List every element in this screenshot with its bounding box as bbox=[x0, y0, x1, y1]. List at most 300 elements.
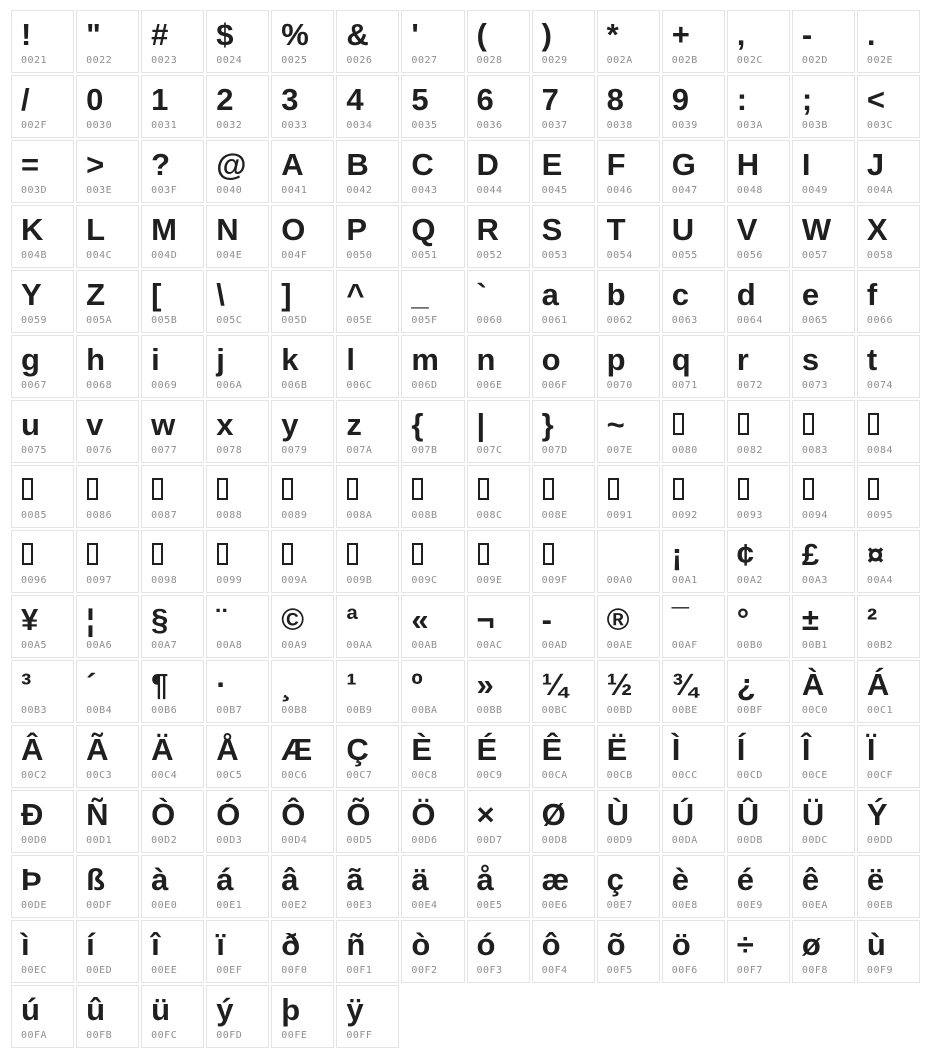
codepoint-label: 00CC bbox=[671, 770, 698, 781]
codepoint-label: 00EE bbox=[151, 965, 178, 976]
glyph-cell bbox=[271, 465, 334, 528]
codepoint-label: 00B7 bbox=[216, 705, 243, 716]
glyph-cell bbox=[662, 205, 725, 268]
codepoint-label: 0038 bbox=[606, 120, 633, 131]
glyph-cell bbox=[662, 335, 725, 398]
codepoint-label: 00C4 bbox=[151, 770, 178, 781]
glyph-cell bbox=[467, 335, 530, 398]
glyph-cell bbox=[597, 725, 660, 788]
glyph-cell bbox=[401, 270, 464, 333]
glyph-char: ; bbox=[801, 82, 813, 117]
glyph-char: 5 bbox=[411, 82, 429, 117]
glyph-cell bbox=[467, 855, 530, 918]
codepoint-label: 009B bbox=[346, 575, 373, 586]
glyph-table bbox=[11, 10, 920, 1048]
notdef-box-icon bbox=[412, 478, 423, 500]
codepoint-label: 00A2 bbox=[736, 575, 763, 586]
glyph-cell bbox=[206, 530, 269, 593]
notdef-glyph bbox=[272, 536, 333, 573]
codepoint-label: 00F4 bbox=[541, 965, 568, 976]
codepoint-label: 0088 bbox=[216, 510, 243, 521]
codepoint-label: 00C2 bbox=[21, 770, 48, 781]
glyph-cell bbox=[76, 530, 139, 593]
notdef-glyph bbox=[793, 471, 854, 508]
codepoint-label: 00F3 bbox=[476, 965, 503, 976]
glyph-char: D bbox=[476, 147, 499, 182]
codepoint-label: 0022 bbox=[86, 55, 113, 66]
glyph-char: º bbox=[411, 667, 423, 702]
codepoint-label: 0066 bbox=[866, 315, 894, 326]
codepoint-label: 00AD bbox=[541, 640, 568, 651]
glyph-char: å bbox=[476, 862, 494, 897]
codepoint-label: 00CF bbox=[866, 770, 894, 781]
notdef-glyph bbox=[402, 536, 463, 573]
glyph-char: 6 bbox=[476, 82, 494, 117]
glyph-char: Ã bbox=[86, 732, 109, 767]
codepoint-label: 00E3 bbox=[346, 900, 373, 911]
glyph-cell bbox=[11, 985, 74, 1048]
glyph-cell bbox=[76, 985, 139, 1048]
codepoint-label: 0054 bbox=[606, 250, 633, 261]
notdef-glyph bbox=[468, 471, 529, 508]
glyph-cell bbox=[467, 920, 530, 983]
glyph-char: s bbox=[801, 342, 820, 377]
codepoint-label: 002E bbox=[866, 55, 894, 66]
glyph-char: þ bbox=[281, 992, 301, 1027]
glyph-cell bbox=[597, 790, 660, 853]
glyph-cell bbox=[467, 10, 530, 73]
glyph-char: 3 bbox=[281, 82, 299, 117]
glyph-cell bbox=[271, 595, 334, 658]
codepoint-label: 0043 bbox=[411, 185, 438, 196]
glyph-char: R bbox=[476, 212, 499, 247]
glyph-cell bbox=[76, 595, 139, 658]
glyph-cell bbox=[792, 660, 855, 723]
glyph-char: ú bbox=[21, 992, 40, 1027]
codepoint-label: 004C bbox=[86, 250, 113, 261]
codepoint-label: 0049 bbox=[801, 185, 828, 196]
glyph-cell bbox=[792, 595, 855, 658]
glyph-cell bbox=[11, 270, 74, 333]
codepoint-label: 004E bbox=[216, 250, 243, 261]
glyph-char: : bbox=[736, 82, 748, 117]
notdef-glyph bbox=[533, 471, 594, 508]
glyph-cell bbox=[76, 75, 139, 138]
notdef-box-icon bbox=[738, 413, 749, 435]
glyph-char: ) bbox=[541, 17, 552, 52]
codepoint-label: 0053 bbox=[541, 250, 568, 261]
codepoint-label: 006B bbox=[281, 380, 308, 391]
glyph-char: l bbox=[346, 342, 355, 377]
glyph-char: Í bbox=[736, 732, 746, 767]
codepoint-label: 00F8 bbox=[801, 965, 828, 976]
codepoint-label: 00DC bbox=[801, 835, 828, 846]
notdef-glyph bbox=[272, 471, 333, 508]
glyph-char: w bbox=[151, 407, 176, 442]
glyph-char: ¦ bbox=[86, 602, 95, 637]
glyph-cell bbox=[662, 270, 725, 333]
glyph-cell bbox=[532, 75, 595, 138]
glyph-cell bbox=[141, 335, 204, 398]
glyph-cell bbox=[11, 335, 74, 398]
glyph-char: % bbox=[281, 17, 309, 52]
codepoint-label: 00A8 bbox=[216, 640, 243, 651]
glyph-char: à bbox=[151, 862, 169, 897]
glyph-char: < bbox=[866, 82, 886, 117]
glyph-cell bbox=[141, 660, 204, 723]
codepoint-label: 004D bbox=[151, 250, 178, 261]
codepoint-label: 0080 bbox=[671, 445, 698, 456]
glyph-char: ý bbox=[216, 992, 234, 1027]
glyph-cell bbox=[467, 790, 530, 853]
codepoint-label: 00BF bbox=[736, 705, 763, 716]
glyph-cell bbox=[271, 985, 334, 1048]
glyph-char: P bbox=[346, 212, 368, 247]
glyph-cell bbox=[662, 920, 725, 983]
glyph-char: Ô bbox=[281, 797, 306, 832]
glyph-cell bbox=[532, 855, 595, 918]
glyph-cell bbox=[336, 725, 399, 788]
codepoint-label: 0085 bbox=[21, 510, 48, 521]
codepoint-label: 0093 bbox=[736, 510, 763, 521]
glyph-cell bbox=[792, 920, 855, 983]
codepoint-label: 00CD bbox=[736, 770, 763, 781]
codepoint-label: 002B bbox=[671, 55, 698, 66]
codepoint-label: 00C8 bbox=[411, 770, 438, 781]
glyph-cell bbox=[336, 595, 399, 658]
glyph-char: G bbox=[671, 147, 696, 182]
glyph-char: ] bbox=[281, 277, 292, 312]
codepoint-label: 0031 bbox=[151, 120, 178, 131]
glyph-cell bbox=[141, 985, 204, 1048]
glyph-char: d bbox=[736, 277, 756, 312]
codepoint-label: 00F5 bbox=[606, 965, 633, 976]
codepoint-label: 0039 bbox=[671, 120, 698, 131]
notdef-box-icon bbox=[803, 478, 814, 500]
glyph-cell bbox=[141, 790, 204, 853]
notdef-glyph bbox=[207, 536, 268, 573]
glyph-cell bbox=[597, 10, 660, 73]
glyph-char: ê bbox=[801, 862, 820, 897]
codepoint-label: 005A bbox=[86, 315, 113, 326]
notdef-glyph bbox=[663, 406, 724, 443]
codepoint-label: 0024 bbox=[216, 55, 243, 66]
glyph-cell bbox=[597, 270, 660, 333]
glyph-cell bbox=[857, 335, 920, 398]
codepoint-label: 0063 bbox=[671, 315, 698, 326]
glyph-char: z bbox=[346, 407, 362, 442]
glyph-cell bbox=[467, 75, 530, 138]
notdef-glyph bbox=[858, 471, 919, 508]
glyph-cell bbox=[857, 660, 920, 723]
glyph-char: ñ bbox=[346, 927, 366, 962]
glyph-char: Q bbox=[411, 212, 436, 247]
codepoint-label: 007B bbox=[411, 445, 438, 456]
codepoint-label: 0059 bbox=[21, 315, 48, 326]
glyph-cell bbox=[727, 725, 790, 788]
glyph-cell bbox=[271, 790, 334, 853]
glyph-char: ò bbox=[411, 927, 431, 962]
codepoint-label: 007A bbox=[346, 445, 373, 456]
glyph-char: Ï bbox=[866, 732, 876, 767]
codepoint-label: 00AC bbox=[476, 640, 503, 651]
codepoint-label: 00E1 bbox=[216, 900, 243, 911]
notdef-glyph bbox=[793, 406, 854, 443]
codepoint-label: 00DB bbox=[736, 835, 763, 846]
glyph-cell bbox=[727, 270, 790, 333]
glyph-cell bbox=[467, 465, 530, 528]
codepoint-label: 00D3 bbox=[216, 835, 243, 846]
glyph-cell bbox=[792, 10, 855, 73]
glyph-cell bbox=[727, 205, 790, 268]
glyph-cell bbox=[532, 530, 595, 593]
codepoint-label: 0029 bbox=[541, 55, 568, 66]
glyph-char: 8 bbox=[606, 82, 624, 117]
codepoint-label: 0077 bbox=[151, 445, 178, 456]
glyph-cell bbox=[727, 855, 790, 918]
glyph-cell bbox=[336, 660, 399, 723]
glyph-cell bbox=[271, 270, 334, 333]
glyph-char: M bbox=[151, 212, 177, 247]
glyph-cell bbox=[467, 400, 530, 463]
glyph-char: = bbox=[21, 147, 40, 182]
codepoint-label: 0061 bbox=[541, 315, 568, 326]
glyph-cell bbox=[206, 140, 269, 203]
codepoint-label: 00BB bbox=[476, 705, 503, 716]
glyph-char: Ñ bbox=[86, 797, 109, 832]
glyph-cell bbox=[11, 530, 74, 593]
codepoint-label: 0096 bbox=[21, 575, 48, 586]
glyph-cell bbox=[76, 140, 139, 203]
glyph-cell bbox=[141, 595, 204, 658]
glyph-cell bbox=[467, 530, 530, 593]
glyph-cell bbox=[467, 140, 530, 203]
glyph-cell bbox=[271, 530, 334, 593]
glyph-char bbox=[598, 536, 659, 573]
glyph-char: _ bbox=[411, 277, 429, 312]
glyph-cell bbox=[597, 660, 660, 723]
glyph-char: ¨ bbox=[216, 602, 227, 637]
glyph-cell bbox=[532, 335, 595, 398]
codepoint-label: 006E bbox=[476, 380, 503, 391]
glyph-char: x bbox=[216, 407, 234, 442]
codepoint-label: 0067 bbox=[21, 380, 48, 391]
codepoint-label: 00FB bbox=[86, 1030, 113, 1041]
glyph-cell bbox=[662, 530, 725, 593]
glyph-cell bbox=[532, 725, 595, 788]
glyph-cell bbox=[11, 140, 74, 203]
glyph-char: Z bbox=[86, 277, 105, 312]
glyph-char: > bbox=[86, 147, 105, 182]
glyph-char: h bbox=[86, 342, 105, 377]
glyph-char: ð bbox=[281, 927, 301, 962]
glyph-char: [ bbox=[151, 277, 162, 312]
glyph-cell bbox=[206, 725, 269, 788]
glyph-cell bbox=[857, 920, 920, 983]
glyph-cell bbox=[792, 790, 855, 853]
glyph-cell bbox=[141, 725, 204, 788]
glyph-cell bbox=[401, 465, 464, 528]
glyph-char: L bbox=[86, 212, 105, 247]
glyph-cell bbox=[857, 270, 920, 333]
glyph-char: A bbox=[281, 147, 304, 182]
glyph-cell bbox=[206, 660, 269, 723]
glyph-cell bbox=[271, 660, 334, 723]
codepoint-label: 00C9 bbox=[476, 770, 503, 781]
glyph-char: u bbox=[21, 407, 40, 442]
codepoint-label: 00B6 bbox=[151, 705, 178, 716]
codepoint-label: 0060 bbox=[476, 315, 503, 326]
glyph-char: ä bbox=[411, 862, 429, 897]
glyph-cell bbox=[857, 530, 920, 593]
codepoint-label: 007D bbox=[541, 445, 568, 456]
codepoint-label: 003E bbox=[86, 185, 113, 196]
codepoint-label: 0071 bbox=[671, 380, 698, 391]
codepoint-label: 00AB bbox=[411, 640, 438, 651]
glyph-char: × bbox=[476, 797, 495, 832]
glyph-cell bbox=[401, 660, 464, 723]
codepoint-label: 005D bbox=[281, 315, 308, 326]
codepoint-label: 00B2 bbox=[866, 640, 894, 651]
glyph-char: ¶ bbox=[151, 667, 169, 702]
glyph-cell bbox=[11, 465, 74, 528]
glyph-char: Ê bbox=[541, 732, 563, 767]
glyph-cell bbox=[597, 75, 660, 138]
glyph-char: ' bbox=[411, 17, 419, 52]
glyph-char: ö bbox=[671, 927, 691, 962]
glyph-cell bbox=[597, 400, 660, 463]
glyph-cell bbox=[271, 140, 334, 203]
glyph-cell bbox=[11, 10, 74, 73]
glyph-cell bbox=[11, 920, 74, 983]
glyph-cell bbox=[336, 465, 399, 528]
notdef-box-icon bbox=[87, 543, 98, 565]
glyph-cell bbox=[792, 855, 855, 918]
codepoint-label: 0095 bbox=[866, 510, 894, 521]
glyph-char: N bbox=[216, 212, 239, 247]
glyph-cell bbox=[271, 920, 334, 983]
codepoint-label: 0074 bbox=[866, 380, 894, 391]
glyph-cell bbox=[141, 465, 204, 528]
glyph-cell bbox=[662, 10, 725, 73]
glyph-cell bbox=[467, 660, 530, 723]
glyph-cell bbox=[206, 10, 269, 73]
codepoint-label: 00D1 bbox=[86, 835, 113, 846]
glyph-char: © bbox=[281, 602, 305, 637]
notdef-box-icon bbox=[478, 543, 489, 565]
codepoint-label: 005B bbox=[151, 315, 178, 326]
codepoint-label: 0078 bbox=[216, 445, 243, 456]
notdef-box-icon bbox=[868, 478, 879, 500]
glyph-char: ¹ bbox=[346, 667, 357, 702]
glyph-cell bbox=[11, 790, 74, 853]
glyph-cell bbox=[597, 595, 660, 658]
codepoint-label: 002F bbox=[21, 120, 48, 131]
codepoint-label: 00A7 bbox=[151, 640, 178, 651]
notdef-box-icon bbox=[87, 478, 98, 500]
glyph-char: v bbox=[86, 407, 104, 442]
glyph-char: j bbox=[216, 342, 225, 377]
codepoint-label: 006D bbox=[411, 380, 438, 391]
glyph-cell bbox=[401, 205, 464, 268]
glyph-cell bbox=[76, 725, 139, 788]
glyph-char: ó bbox=[476, 927, 496, 962]
glyph-cell bbox=[76, 400, 139, 463]
glyph-char: ø bbox=[801, 927, 821, 962]
codepoint-label: 0058 bbox=[866, 250, 894, 261]
glyph-char: F bbox=[606, 147, 626, 182]
notdef-box-icon bbox=[673, 413, 684, 435]
glyph-cell bbox=[597, 465, 660, 528]
codepoint-label: 00D9 bbox=[606, 835, 633, 846]
codepoint-label: 0045 bbox=[541, 185, 568, 196]
notdef-glyph bbox=[663, 471, 724, 508]
glyph-char: ª bbox=[346, 602, 358, 637]
codepoint-label: 0025 bbox=[281, 55, 308, 66]
glyph-char: ± bbox=[801, 602, 819, 637]
glyph-char: õ bbox=[606, 927, 626, 962]
codepoint-label: 005E bbox=[346, 315, 373, 326]
glyph-char: ß bbox=[86, 862, 105, 897]
codepoint-label: 00A0 bbox=[606, 575, 633, 586]
codepoint-label: 00D4 bbox=[281, 835, 308, 846]
glyph-cell bbox=[401, 530, 464, 593]
glyph-cell bbox=[141, 140, 204, 203]
glyph-cell bbox=[597, 855, 660, 918]
codepoint-label: 00E5 bbox=[476, 900, 503, 911]
glyph-cell bbox=[857, 790, 920, 853]
glyph-char: Ý bbox=[866, 797, 888, 832]
codepoint-label: 0057 bbox=[801, 250, 828, 261]
codepoint-label: 0082 bbox=[736, 445, 763, 456]
glyph-char: ÿ bbox=[346, 992, 364, 1027]
glyph-char: e bbox=[801, 277, 820, 312]
codepoint-label: 00B8 bbox=[281, 705, 308, 716]
codepoint-label: 002A bbox=[606, 55, 633, 66]
codepoint-label: 008C bbox=[476, 510, 503, 521]
codepoint-label: 00E2 bbox=[281, 900, 308, 911]
glyph-char: I bbox=[801, 147, 811, 182]
codepoint-label: 00B3 bbox=[21, 705, 48, 716]
codepoint-label: 00DA bbox=[671, 835, 698, 846]
notdef-box-icon bbox=[347, 478, 358, 500]
glyph-cell bbox=[792, 205, 855, 268]
glyph-char: S bbox=[541, 212, 563, 247]
glyph-char: ¼ bbox=[541, 667, 568, 702]
codepoint-label: 0027 bbox=[411, 55, 438, 66]
codepoint-label: 0044 bbox=[476, 185, 503, 196]
codepoint-label: 0097 bbox=[86, 575, 113, 586]
glyph-char: 9 bbox=[671, 82, 689, 117]
codepoint-label: 00B9 bbox=[346, 705, 373, 716]
codepoint-label: 00F7 bbox=[736, 965, 763, 976]
glyph-char: + bbox=[671, 17, 690, 52]
glyph-cell bbox=[792, 465, 855, 528]
codepoint-label: 0075 bbox=[21, 445, 48, 456]
glyph-cell bbox=[11, 725, 74, 788]
codepoint-label: 00AA bbox=[346, 640, 373, 651]
glyph-char: Æ bbox=[281, 732, 313, 767]
glyph-cell bbox=[597, 335, 660, 398]
glyph-char: O bbox=[281, 212, 306, 247]
glyph-cell bbox=[467, 270, 530, 333]
codepoint-label: 00D0 bbox=[21, 835, 48, 846]
codepoint-label: 00DE bbox=[21, 900, 48, 911]
glyph-char: o bbox=[541, 342, 561, 377]
glyph-cell bbox=[76, 855, 139, 918]
glyph-char: H bbox=[736, 147, 760, 182]
glyph-char: Ú bbox=[671, 797, 695, 832]
